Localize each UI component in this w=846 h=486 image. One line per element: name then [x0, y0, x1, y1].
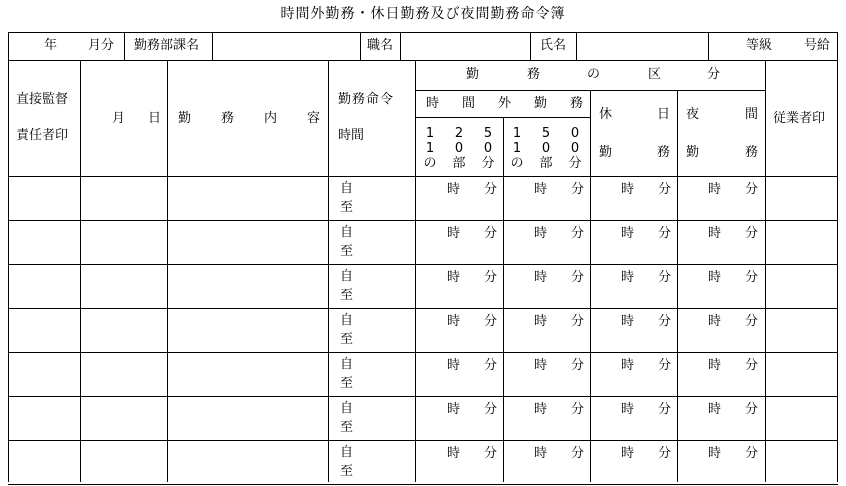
border-line — [765, 60, 766, 482]
minute-unit: 分 — [658, 402, 672, 417]
minute-unit: 分 — [658, 314, 672, 329]
overtime-label: 外 — [498, 96, 512, 111]
category-label: の — [587, 67, 601, 82]
minute-unit: 分 — [484, 270, 498, 285]
month-col-label: 月 — [112, 111, 126, 126]
overtime-label: 務 — [570, 96, 584, 111]
minute-unit: 分 — [658, 446, 672, 461]
rate150-label: 1 1 の — [510, 126, 524, 171]
hour-unit: 時 — [447, 226, 461, 241]
hour-unit: 時 — [447, 402, 461, 417]
hour-unit: 時 — [708, 446, 722, 461]
border-line — [8, 308, 838, 309]
border-line — [8, 176, 838, 177]
name-label: 氏名 — [540, 38, 567, 53]
dept-field[interactable] — [213, 33, 359, 59]
minute-unit: 分 — [571, 358, 585, 373]
to-label: 至 — [340, 464, 354, 479]
from-label: 自 — [340, 445, 354, 460]
to-label: 至 — [340, 332, 354, 347]
night-label: 夜 — [686, 107, 700, 122]
hour-unit: 時 — [621, 314, 635, 329]
minute-unit: 分 — [658, 226, 672, 241]
hour-unit: 時 — [708, 314, 722, 329]
employee-seal-label: 従業者印 — [773, 111, 826, 126]
minute-unit: 分 — [571, 402, 585, 417]
order-time-sub-label: 時間 — [338, 128, 365, 143]
rate125-label: 1 1 の — [423, 126, 437, 171]
border-line — [416, 90, 766, 91]
border-line — [8, 440, 838, 441]
holiday-label: 日 — [657, 107, 671, 122]
hour-unit: 時 — [621, 358, 635, 373]
rate150-label: 0 0 分 — [568, 126, 582, 171]
hour-unit: 時 — [447, 182, 461, 197]
minute-unit: 分 — [571, 314, 585, 329]
category-label: 務 — [527, 67, 541, 82]
border-line — [530, 32, 531, 60]
supervisor-label: 直接監督 — [16, 92, 69, 107]
minute-unit: 分 — [745, 270, 759, 285]
border-line — [8, 264, 838, 265]
content-col-label: 務 — [221, 111, 235, 126]
hour-unit: 時 — [534, 182, 548, 197]
border-line — [708, 32, 709, 60]
order-time-label: 勤務命令 — [338, 92, 395, 107]
rate125-label: 2 0 部 — [452, 126, 466, 171]
year-label: 年 — [44, 38, 58, 53]
border-line — [8, 484, 838, 485]
minute-unit: 分 — [658, 358, 672, 373]
border-line — [80, 60, 81, 482]
night-label: 間 — [745, 107, 759, 122]
hour-unit: 時 — [447, 314, 461, 329]
content-col-label: 容 — [307, 111, 321, 126]
hour-unit: 時 — [708, 270, 722, 285]
hour-unit: 時 — [708, 358, 722, 373]
border-line — [415, 60, 416, 482]
post-label: 職名 — [367, 38, 394, 53]
category-label: 分 — [707, 67, 721, 82]
hour-unit: 時 — [447, 270, 461, 285]
hour-unit: 時 — [447, 446, 461, 461]
minute-unit: 分 — [571, 226, 585, 241]
to-label: 至 — [340, 288, 354, 303]
border-line — [328, 60, 329, 482]
form-title: 時間外勤務・休日勤務及び夜間勤務命令簿 — [280, 6, 566, 22]
border-line — [503, 117, 504, 482]
from-label: 自 — [340, 269, 354, 284]
hour-unit: 時 — [621, 226, 635, 241]
minute-unit: 分 — [658, 182, 672, 197]
to-label: 至 — [340, 376, 354, 391]
category-label: 勤 — [466, 67, 480, 82]
minute-unit: 分 — [658, 270, 672, 285]
hour-unit: 時 — [621, 446, 635, 461]
holiday-work-label: 勤 — [599, 145, 613, 160]
minute-unit: 分 — [484, 226, 498, 241]
hour-unit: 時 — [621, 182, 635, 197]
border-line — [8, 32, 9, 482]
hour-unit: 時 — [534, 358, 548, 373]
minute-unit: 分 — [745, 402, 759, 417]
border-line — [8, 220, 838, 221]
name-field[interactable] — [577, 33, 707, 59]
holiday-label: 休 — [599, 107, 613, 122]
hour-unit: 時 — [534, 226, 548, 241]
category-label: 区 — [648, 67, 662, 82]
hour-unit: 時 — [621, 270, 635, 285]
hour-unit: 時 — [534, 270, 548, 285]
minute-unit: 分 — [484, 358, 498, 373]
content-col-label: 勤 — [178, 111, 192, 126]
rate125-label: 5 0 分 — [481, 126, 495, 171]
minute-unit: 分 — [571, 446, 585, 461]
border-line — [8, 60, 838, 61]
month-label: 月分 — [88, 38, 115, 53]
hour-unit: 時 — [708, 402, 722, 417]
border-line — [8, 352, 838, 353]
to-label: 至 — [340, 200, 354, 215]
overtime-label: 間 — [462, 96, 476, 111]
supervisor-seal-label: 責任者印 — [16, 128, 69, 143]
hour-unit: 時 — [534, 402, 548, 417]
minute-unit: 分 — [745, 182, 759, 197]
border-line — [360, 32, 361, 60]
border-line — [677, 90, 678, 482]
minute-unit: 分 — [745, 314, 759, 329]
from-label: 自 — [340, 357, 354, 372]
minute-unit: 分 — [745, 226, 759, 241]
minute-unit: 分 — [484, 402, 498, 417]
minute-unit: 分 — [571, 270, 585, 285]
border-line — [167, 60, 168, 482]
hour-unit: 時 — [447, 358, 461, 373]
holiday-work-label: 務 — [657, 145, 671, 160]
border-line — [837, 32, 838, 482]
to-label: 至 — [340, 420, 354, 435]
hour-unit: 時 — [534, 446, 548, 461]
minute-unit: 分 — [484, 446, 498, 461]
night-work-label: 務 — [745, 145, 759, 160]
hour-unit: 時 — [708, 226, 722, 241]
from-label: 自 — [340, 225, 354, 240]
to-label: 至 — [340, 244, 354, 259]
rate150-label: 5 0 部 — [539, 126, 553, 171]
minute-unit: 分 — [484, 182, 498, 197]
grade-label: 等級 — [746, 38, 773, 53]
overtime-label: 勤 — [534, 96, 548, 111]
hour-unit: 時 — [534, 314, 548, 329]
border-line — [124, 32, 125, 60]
day-col-label: 日 — [148, 111, 162, 126]
pay-label: 号給 — [804, 38, 831, 53]
content-col-label: 内 — [264, 111, 278, 126]
night-work-label: 勤 — [686, 145, 700, 160]
hour-unit: 時 — [621, 402, 635, 417]
border-line — [590, 90, 591, 482]
from-label: 自 — [340, 181, 354, 196]
dept-label: 勤務部課名 — [134, 38, 200, 53]
minute-unit: 分 — [571, 182, 585, 197]
minute-unit: 分 — [484, 314, 498, 329]
from-label: 自 — [340, 401, 354, 416]
minute-unit: 分 — [745, 446, 759, 461]
minute-unit: 分 — [745, 358, 759, 373]
post-field[interactable] — [401, 33, 529, 59]
hour-unit: 時 — [708, 182, 722, 197]
border-line — [8, 396, 838, 397]
overtime-label: 時 — [426, 96, 440, 111]
from-label: 自 — [340, 313, 354, 328]
